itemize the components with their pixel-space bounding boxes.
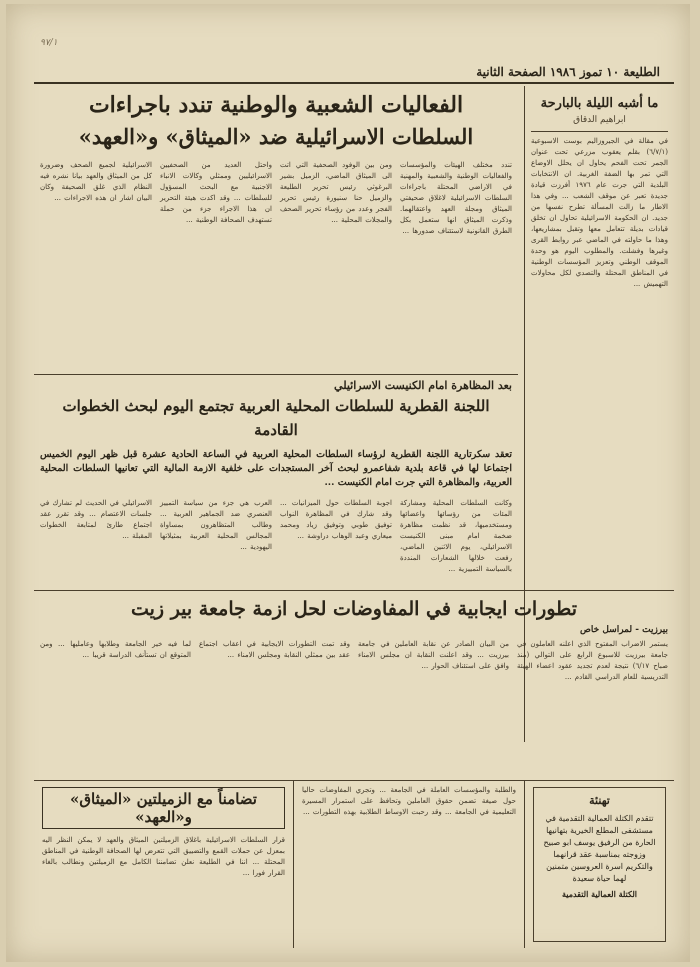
side-column-title: ما أشبه الليلة بالبارحة (540, 96, 659, 111)
second-story (34, 374, 518, 589)
newspaper-page (6, 4, 690, 962)
lead-col-1: تندد مختلف الهيئات والمؤسسات والفعاليات الوطنية والشعبية والمهنية في الاراضي المحتلة باجراءات السلطات الاسرائيلية لاغلاق صحيفتي الميثاق ومجلة العهد واعتقالهما. وذكرت الميثاق انها ستعمل بكل الطرق القانونية لاستئناف صدورها ... (400, 161, 512, 235)
bottom-middle-column (294, 781, 524, 948)
lead-headline-line1: الفعاليات الشعبية والوطنية تندد باجراءات (88, 92, 464, 118)
third-story-headline: تطورات ايجابية في المفاوضات لحل ازمة جامعة بير زيت (130, 598, 578, 620)
lead-headline-line2: السلطات الاسرائيلية ضد «الميثاق» و«العهد» (78, 124, 474, 149)
lead-story (34, 86, 518, 378)
third-col-3: وقد تمت التطورات الايجابية في اعقاب اجتماع عقد بين ممثلي النقابة ومجلس الامناء ... (199, 640, 350, 659)
side-column-body: في مقالة في الجيروزاليم بوست الاسبوعية (٦/٧/١) بقلم يعقوب مزرعي تحت عنوان الجمر تحت الفحم يحاول ان يحلل الاوضاع التي تمر بها الضفة الغربية. ان الانتخابات البلدية التي جرت عام ١٩٧٦ أفرزت قيادة جديدة تعبر عن موقف الشعب ... وفي هذا الاطار ما زالت المسألة تطرح نفسها من جديد. ان الحكومة الاسرائيلية تحاول ان تخلق قيادات بديلة تتعامل معها وتقبل بمشاريعها، وهذا ما حاولته في الماضي عبر روابط القرى وغيرها وفشلت. والمطلوب اليوم هو وحدة الموقف الوطني وتعزيز المؤسسات الوطنية في المناطق المحتلة والتصدي لكل محاولات التهميش ... (531, 137, 669, 288)
congrats-text: تتقدم الكتلة العمالية التقدمية في مستشفى المطلع الخيرية بتهانيها الحارة من الرفيق يوسف ابو صبيح وزوجته بمناسبة عقد قرانهما والتكريم اسرة العروسين متمنين لهما حياة سعيدة (543, 814, 656, 883)
third-story (34, 590, 674, 780)
lead-col-2: ومن بين الوفود الصحفية التي اتت الى الميثاق الماضي، الزميل بشير البرغوثي رئيس تحرير الطليعة والزميل حنا سنيورة رئيس تحرير الفجر وعدد من رؤساء تحرير الصحف والمجلات المحلية ... (280, 161, 392, 224)
congrats-sign: الكتلة العمالية التقدمية (561, 889, 638, 899)
second-col-3: العرب هي جزء من سياسة التمييز العنصري ضد الجماهير العربية ... وطالب المتظاهرون بمساواة المجالس المحلية العربية بمثيلاتها اليهودية ... (160, 499, 272, 551)
third-col-4: لما فيه خير الجامعة وطلابها وعامليها ... ومن المتوقع ان تستأنف الدراسة قريبا ... (40, 640, 191, 659)
bottom-middle-body: والطلبة والمؤسسات العاملة في الجامعة ... وتجري المفاوضات حاليا حول صيغة تضمن حقوق العاملين وتحافظ على استمرار المسيرة التعليمية في الجامعة ... وقد رحبت الاوساط الطلابية بهذه التطورات ... (302, 786, 516, 816)
second-col-1: وكانت السلطات المحلية ومشاركة المئات من رؤسائها واعضائها ومستخدميها، قد نظمت مظاهرة ضخمة امام مبنى الكنيست الاسرائيلي، يوم الاثنين الماضي، رفعت خلالها الشعارات المنددة بالسياسة التمييزية ... (400, 499, 512, 573)
divider (531, 131, 668, 132)
third-col-1: يستمر الاضراب المفتوح الذي اعلنه العاملون في جامعة بيرزيت للاسبوع الرابع على التوالي (منذ صباح ٦/١٧) نتيجة لعدم تجديد عقود اعضاء الهيئة التدريسية للعام الدراسي القادم ... (517, 640, 668, 681)
congrats-box (524, 781, 674, 948)
lead-col-3: واحتل العديد من الصحفيين الاسرائيليين وممثلي وكالات الانباء الاجنبية مع البحث المسؤول للسلطات ... وقد اكدت هيئة التحرير ان هذا الاجراء جزء من حملة تستهدف الصحافة الوطنية ... (160, 161, 272, 224)
second-story-lede: تعقد سكرتارية اللجنة القطرية لرؤساء السلطات المحلية العربية في الساعة الحادية عشرة قبل ظهر اليوم الخميس اجتماعا لها في قاعة بلدية شفاعمرو لبحث آخر المستجدات على خلفية الازمة المالية التي تعانيها السلطات المحلية العربية، والمظاهرة التي جرت امام الكنيست ... (40, 449, 512, 488)
bottom-row (34, 780, 674, 948)
second-col-2: اجوبة السلطات حول الميزانيات ... وقد شارك في المظاهرة النواب توفيق طوبي وتوفيق زياد ومحمد ميعاري وعبد الوهاب دراوشة ... (280, 499, 392, 540)
second-col-4: الاسرائيلي في الحديث لم تشارك في جلسات الاعتصام ... وقد تقرر عقد اجتماع طارئ لمتابعة الخطوات المقبلة ... (40, 499, 152, 540)
solidarity-body: قرار السلطات الاسرائيلية باغلاق الزميلتين الميثاق والعهد لا يمكن النظر اليه بمعزل عن حملات القمع والتضييق التي تتعرض لها الصحافة الوطنية في المناطق المحتلة ... اننا في الطليعة نعلن تضامننا الكامل مع الزميلتين ونطالب بالغاء القرار فورا ... (42, 836, 285, 877)
third-col-2: من البيان الصادر عن نقابة العاملين في جامعة بيرزيت ... وقد اعلنت النقابة ان مجلس الامناء وافق على استئناف الحوار ... (358, 640, 509, 670)
congrats-title: تهنئة (589, 794, 610, 807)
pencil-mark: ٩٧/١ (40, 38, 58, 48)
solidarity-editorial (34, 781, 294, 948)
side-column-author: ابراهيم الدقاق (573, 115, 626, 125)
lead-col-4: الاسرائيلية لجميع الصحف وضرورة كل من الميثاق والعهد بيانا نشره فيه النظام الذي غلق الصحيفة وكان البيان اشار ان هذه الاجراءات ... (40, 161, 152, 202)
page-header: الطليعة ١٠ تموز ١٩٨٦ الصفحة الثانية (34, 62, 674, 84)
solidarity-title: تضامناً مع الزميلتين «الميثاق» و«العهد» (42, 787, 285, 829)
third-story-dateline: بيرزيت - لمراسل خاص (580, 625, 668, 635)
second-story-headline: اللجنة القطرية للسلطات المحلية العربية تجتمع اليوم لبحث الخطوات القادمة (62, 397, 490, 439)
second-story-kicker: بعد المظاهرة امام الكنيست الاسرائيلي (334, 379, 512, 392)
